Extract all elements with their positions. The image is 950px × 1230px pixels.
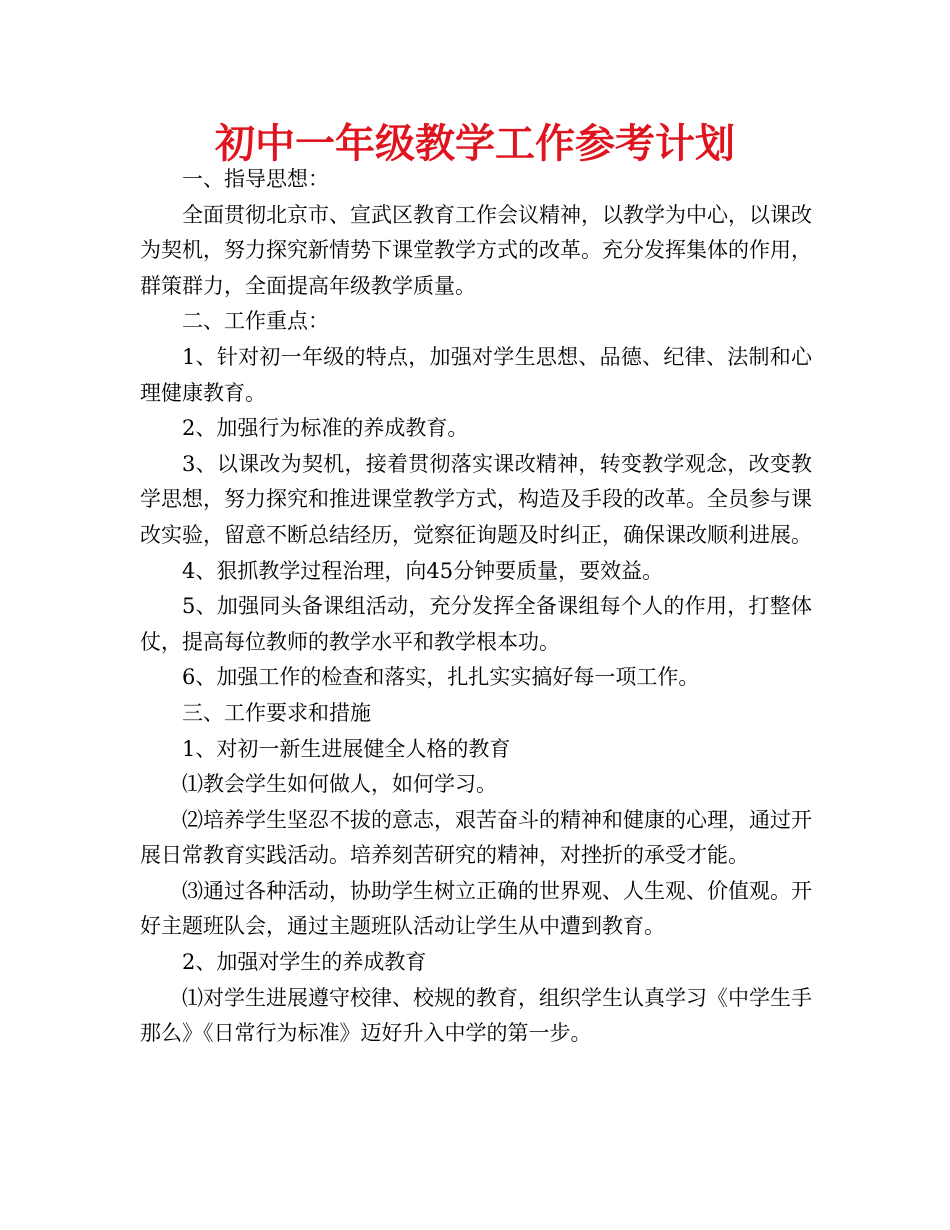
subheading-requirement-1: 1、对初一新生进展健全人格的教育 xyxy=(182,736,511,761)
section-heading-work-focus: 二、工作重点： xyxy=(182,309,329,334)
subheading-requirement-2: 2、加强对学生的养成教育 xyxy=(182,950,427,975)
document-body xyxy=(140,162,812,1052)
paragraph-focus-1: 1、针对初一年级的特点，加强对学生思想、品德、纪律、法制和心理健康教育。 xyxy=(140,344,812,405)
paragraph-focus-3: 3、以课改为契机，接着贯彻落实课改精神，转变教学观念，改变教学思想，努力探究和推进课堂教学方式，构造及手段的改革。全员参与课改实验，留意不断总结经历，觉察征询题及时纠正，确保课改顺利进展。 xyxy=(140,451,812,547)
paragraph-requirement-1-1: ⑴教会学生如何做人，如何学习。 xyxy=(182,772,497,797)
section-heading-requirements: 三、工作要求和措施 xyxy=(182,700,371,725)
paragraph-requirement-1-3: ⑶通过各种活动，协助学生树立正确的世界观、人生观、价值观。开好主题班队会，通过主题班队活动让学生从中遭到教育。 xyxy=(140,878,812,939)
paragraph-guiding-ideology: 全面贯彻北京市、宣武区教育工作会议精神，以教学为中心，以课改为契机，努力探究新情势下课堂教学方式的改革。充分发挥集体的作用，群策群力，全面提高年级教学质量。 xyxy=(140,202,812,298)
paragraph-focus-5: 5、加强同头备课组活动，充分发挥全备课组每个人的作用，打整体仗，提高每位教师的教学水平和教学根本功。 xyxy=(140,594,812,654)
paragraph-focus-6: 6、加强工作的检查和落实，扎扎实实搞好每一项工作。 xyxy=(182,665,700,690)
paragraph-focus-2: 2、加强行为标准的养成教育。 xyxy=(182,416,469,441)
document-title: 初中一年级教学工作参考计划 xyxy=(215,121,735,167)
section-heading-guiding-ideology: 一、指导思想： xyxy=(182,167,329,191)
paragraph-requirement-2-1: ⑴对学生进展遵守校律、校规的教育，组织学生认真学习《中学生手那么》《日常行为标准》迈好升入中学的第一步。 xyxy=(140,985,812,1046)
paragraph-focus-4: 4、狠抓教学过程治理，向45分钟要质量，要效益。 xyxy=(182,558,664,583)
paragraph-requirement-1-2: ⑵培养学生坚忍不拔的意志，艰苦奋斗的精神和健康的心理，通过开展日常教育实践活动。培养刻苦研究的精神，对挫折的承受才能。 xyxy=(140,807,812,868)
